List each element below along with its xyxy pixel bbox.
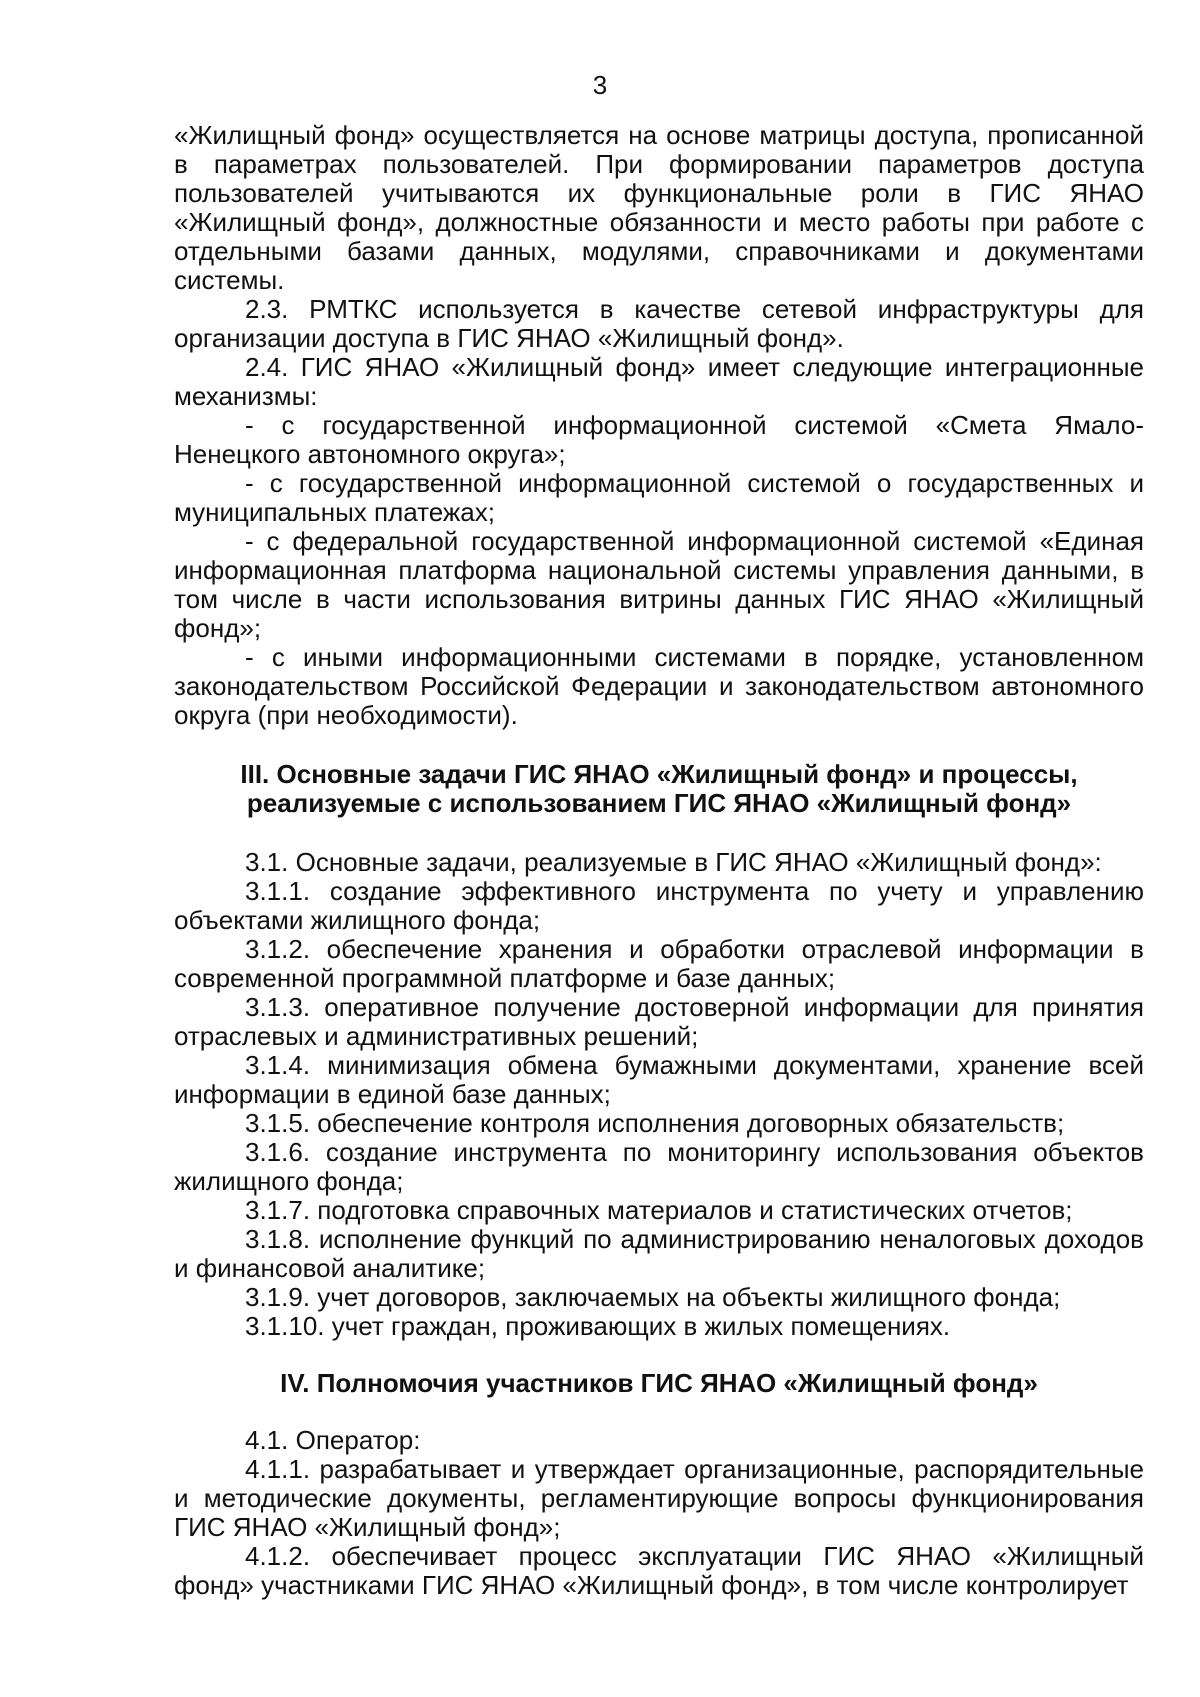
- section-heading-3-line1: III. Основные задачи ГИС ЯНАО «Жилищный фонд» и процессы,: [240, 759, 1078, 789]
- list-item: 3.1.2. обеспечение хранения и обработки отраслевой информации в современной программной платформе и базе данных;: [174, 934, 1144, 993]
- section-heading-3-line2: реализуемые с использованием ГИС ЯНАО «Жилищный фонд»: [246, 788, 1072, 818]
- list-item: 3.1.5. обеспечение контроля исполнения договорных обязательств;: [245, 1108, 1065, 1138]
- list-item: 3.1.8. исполнение функций по администрированию неналоговых доходов и финансовой аналитике;: [174, 1224, 1144, 1283]
- list-item: 4.1.2. обеспечивает процесс эксплуатации ГИС ЯНАО «Жилищный фонд» участниками ГИС ЯНАО «Жилищный фонд», в том числе контролирует: [174, 1541, 1144, 1600]
- paragraph: 2.3. РМТКС используется в качестве сетевой инфраструктуры для организации доступа в ГИС ЯНАО «Жилищный фонд».: [174, 294, 1144, 353]
- list-item: - с федеральной государственной информационной системой «Единая информационная платформа национальной системы управления данными, в том числе в части использования витрины данных ГИС ЯНАО «Жилищный фонд»;: [174, 526, 1144, 643]
- list-item: 4.1.1. разрабатывает и утверждает организационные, распорядительные и методические документы, регламентирующие вопросы функционирования ГИС ЯНАО «Жилищный фонд»;: [174, 1454, 1144, 1542]
- list-item: 3.1.7. подготовка справочных материалов и статистических отчетов;: [245, 1195, 1073, 1225]
- list-item: - с государственной информационной системой о государственных и муниципальных платежах;: [174, 468, 1144, 527]
- list-item: - с иными информационными системами в порядке, установленном законодательством Российской Федерации и законодательством автономного округа (при необходимости).: [174, 642, 1144, 730]
- list-item: 3.1.1. создание эффективного инструмента по учету и управлению объектами жилищного фонда;: [174, 876, 1144, 935]
- paragraph: 4.1. Оператор:: [245, 1425, 421, 1455]
- list-item: 3.1.4. минимизация обмена бумажными документами, хранение всей информации в единой базе данных;: [174, 1050, 1144, 1109]
- paragraph: 2.4. ГИС ЯНАО «Жилищный фонд» имеет следующие интеграционные механизмы:: [174, 352, 1144, 411]
- paragraph: «Жилищный фонд» осуществляется на основе матрицы доступа, прописанной в параметрах пользователей. При формировании параметров доступа пользователей учитываются их функциональные роли в ГИС ЯНАО «Жилищный фонд», должностные обязанности и место работы при работе с отдельными базами данных, модулями, справочниками и документами системы.: [174, 120, 1144, 295]
- section-heading-4: IV. Полномочия участников ГИС ЯНАО «Жилищный фонд»: [280, 1368, 1038, 1398]
- list-item: 3.1.3. оперативное получение достоверной информации для принятия отраслевых и административных решений;: [174, 992, 1144, 1051]
- list-item: 3.1.6. создание инструмента по мониторингу использования объектов жилищного фонда;: [174, 1137, 1144, 1196]
- list-item: 3.1.9. учет договоров, заключаемых на объекты жилищного фонда;: [245, 1282, 1061, 1312]
- section-heading-3: [174, 760, 1144, 818]
- document-body: [174, 121, 1144, 1600]
- page-number: 3: [592, 70, 608, 100]
- list-item: - с государственной информационной системой «Смета Ямало-Ненецкого автономного округа»;: [174, 410, 1144, 469]
- paragraph: 3.1. Основные задачи, реализуемые в ГИС ЯНАО «Жилищный фонд»:: [245, 847, 1102, 877]
- list-item: 3.1.10. учет граждан, проживающих в жилых помещениях.: [245, 1311, 951, 1341]
